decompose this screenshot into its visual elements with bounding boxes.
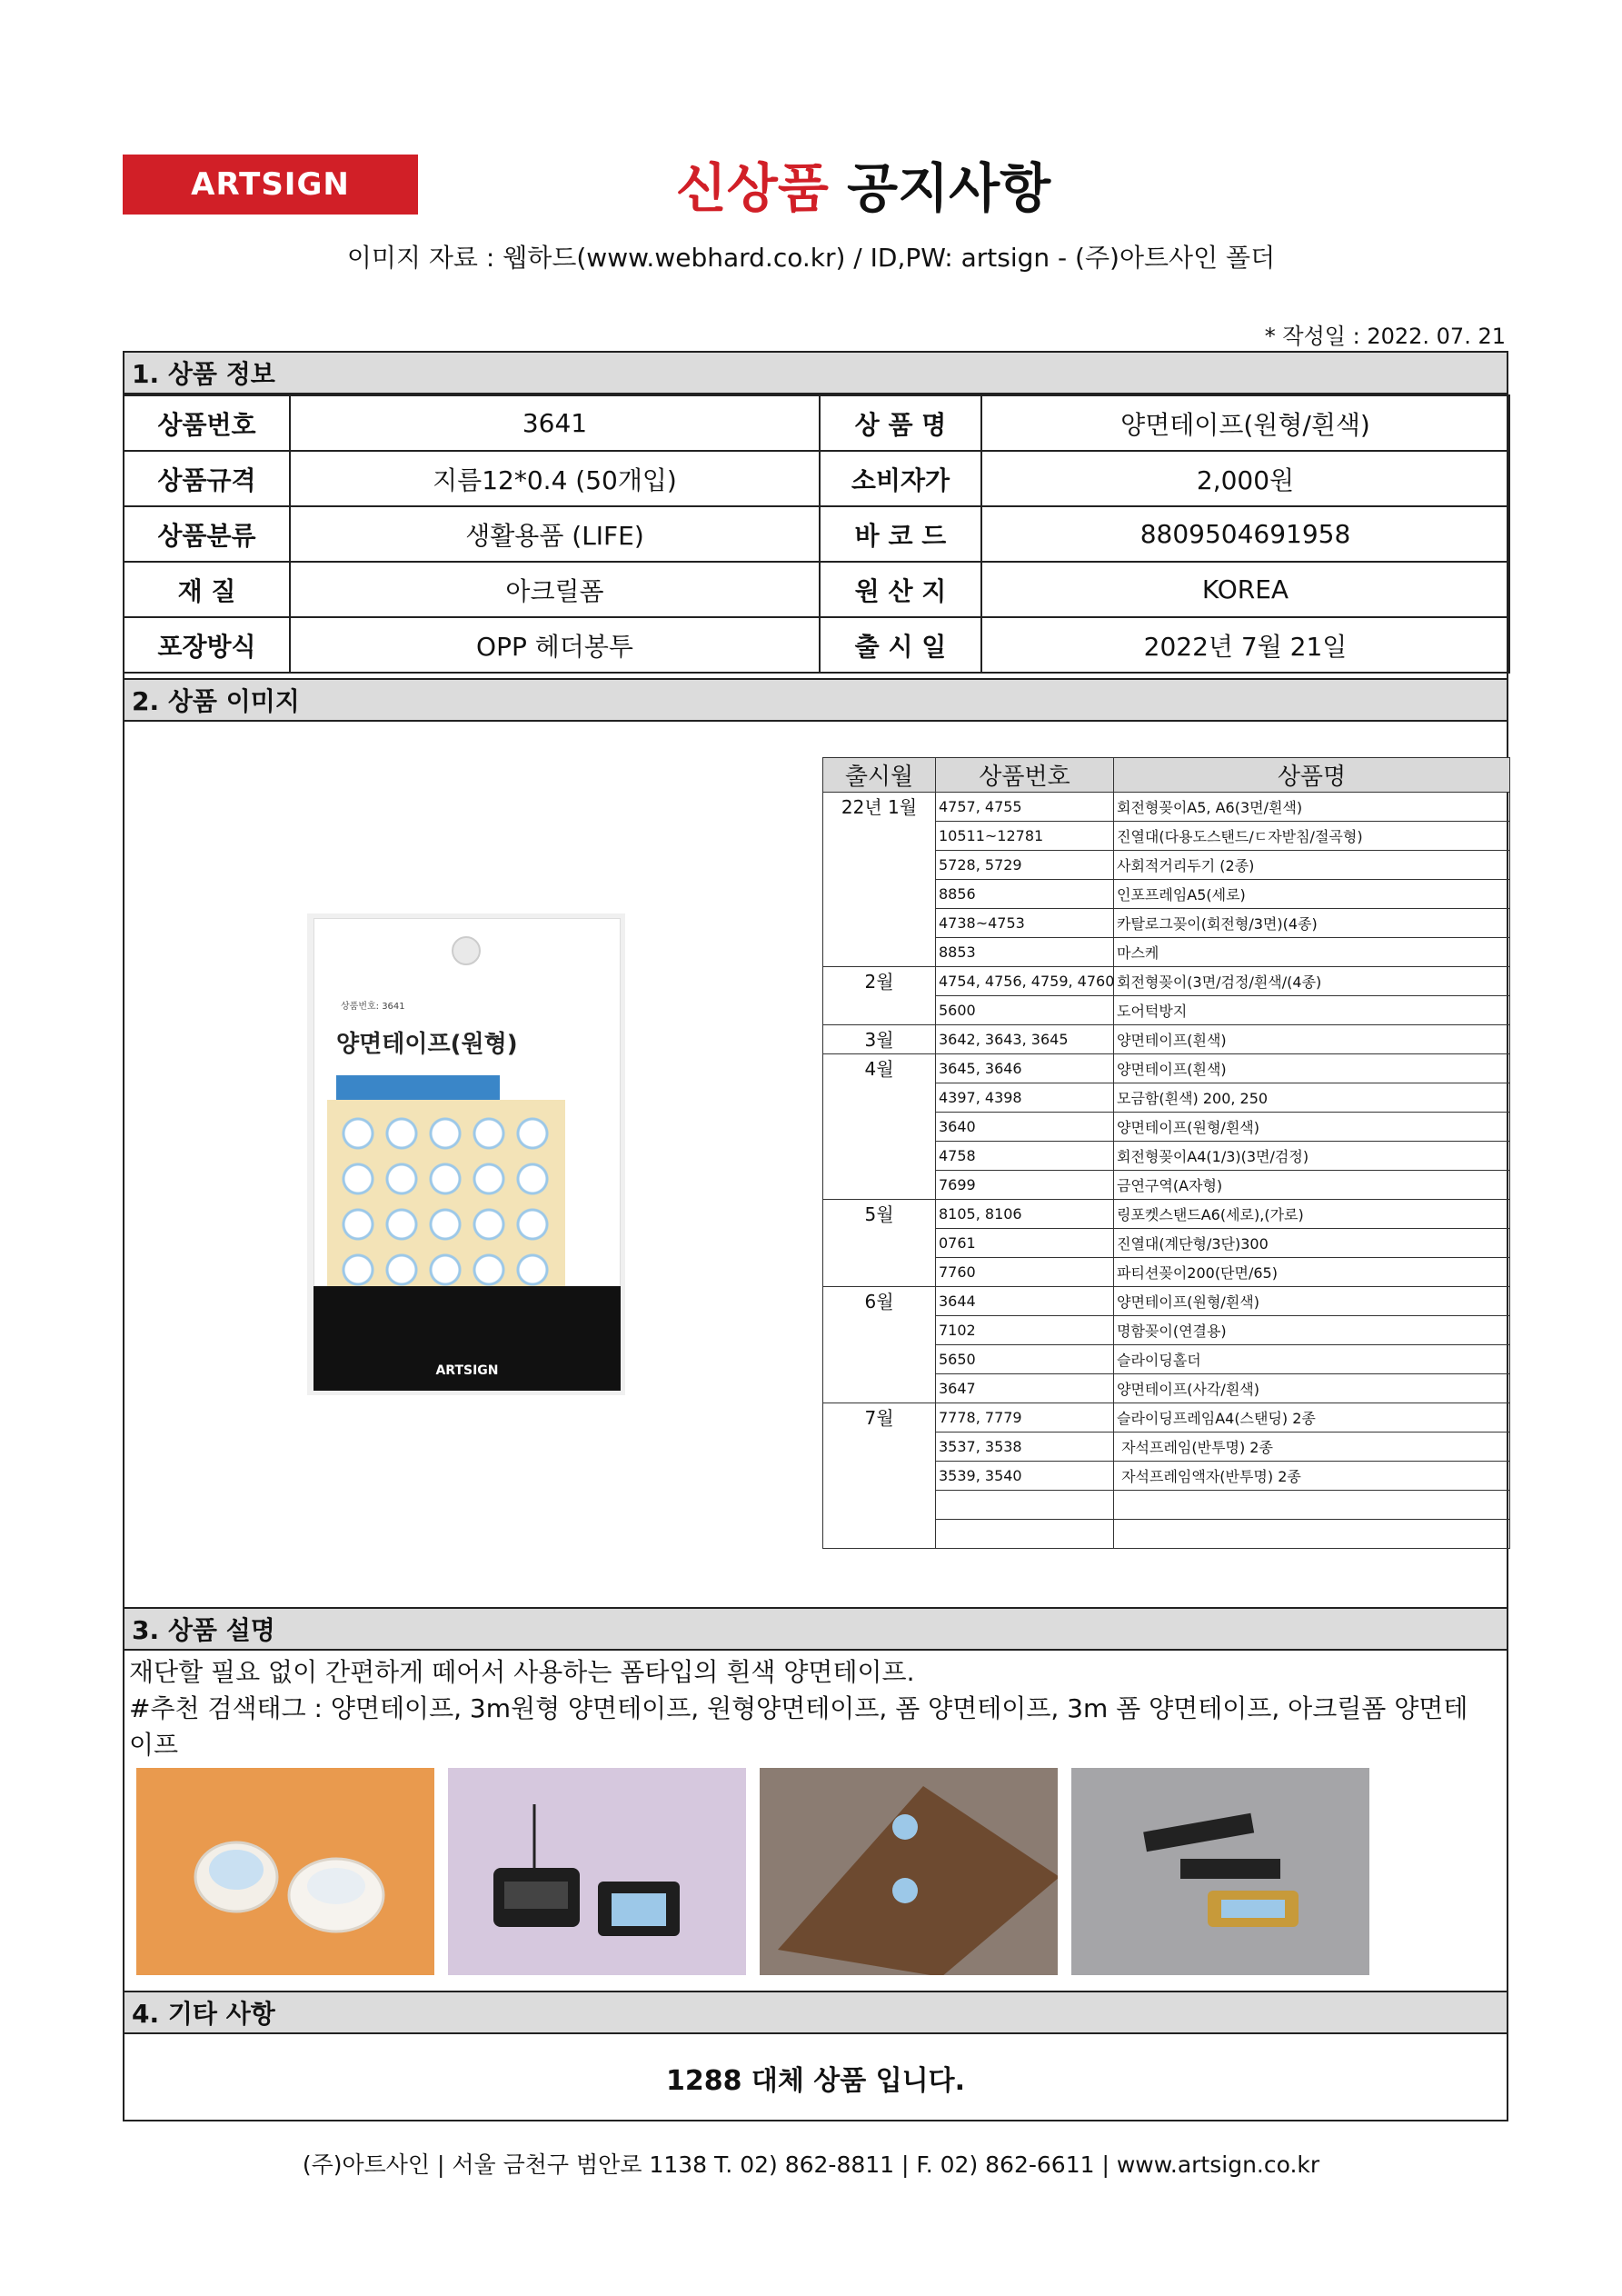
history-row (823, 880, 1510, 909)
history-row (823, 1113, 1510, 1142)
history-code (936, 1491, 1114, 1520)
info-label: 출 시 일 (820, 617, 981, 673)
history-row (823, 1200, 1510, 1229)
history-code: 5728, 5729 (936, 851, 1114, 880)
history-row (823, 1462, 1510, 1491)
history-row (823, 1433, 1510, 1462)
product-description (129, 1654, 1492, 1763)
package-code-label: 상품번호: 3641 (341, 1002, 405, 1012)
history-name: 회전형꽂이(3면/검정/흰색/(4종) (1114, 967, 1510, 996)
package-brand: ARTSIGN (435, 1363, 499, 1378)
history-month (823, 1374, 936, 1403)
history-code: 3642, 3643, 3645 (936, 1025, 1114, 1054)
history-code: 8105, 8106 (936, 1200, 1114, 1229)
photo-tape-rolls (136, 1768, 434, 1975)
history-row (823, 851, 1510, 880)
photo-memo-holders (448, 1768, 746, 1975)
info-row (124, 562, 1509, 617)
history-name: 양면테이프(원형/흰색) (1114, 1287, 1510, 1316)
history-month (823, 909, 936, 938)
history-code: 7778, 7779 (936, 1403, 1114, 1433)
info-row (124, 395, 1509, 451)
artsign-logo: ARTSIGN (123, 155, 418, 215)
history-row (823, 1374, 1510, 1403)
history-month (823, 1345, 936, 1374)
history-name: 회전형꽂이A4(1/3)(3면/검정) (1114, 1142, 1510, 1171)
history-code: 3640 (936, 1113, 1114, 1142)
info-value: OPP 헤더봉투 (290, 617, 820, 673)
company-footer: (주)아트사인 | 서울 금천구 범안로 1138 T. 02) 862-8811 | F. 02) 862-6611 | www.artsign.co.kr (302, 2151, 1320, 2178)
history-row (823, 822, 1510, 851)
info-value: 8809504691958 (981, 506, 1509, 562)
info-label: 상품분류 (124, 506, 290, 562)
history-row (823, 1142, 1510, 1171)
history-name: 진열대(다용도스탠드/ㄷ자받침/절곡형) (1114, 822, 1510, 851)
history-month: 2월 (823, 967, 936, 996)
history-code: 0761 (936, 1229, 1114, 1258)
history-name: 마스케 (1114, 938, 1510, 967)
history-row (823, 1491, 1510, 1520)
history-row (823, 1229, 1510, 1258)
history-month: 7월 (823, 1403, 936, 1433)
history-month (823, 938, 936, 967)
history-name: 도어턱방지 (1114, 996, 1510, 1025)
history-code: 4757, 4755 (936, 793, 1114, 822)
history-month (823, 1433, 936, 1462)
info-label: 상 품 명 (820, 395, 981, 451)
history-row (823, 1083, 1510, 1113)
history-month (823, 1142, 936, 1171)
info-value: 지름12*0.4 (50개입) (290, 451, 820, 506)
history-month (823, 1083, 936, 1113)
info-value: 생활용품 (LIFE) (290, 506, 820, 562)
history-row (823, 1316, 1510, 1345)
history-name: 자석프레임액자(반투명) 2종 (1114, 1462, 1510, 1491)
info-label: 포장방식 (124, 617, 290, 673)
history-month (823, 851, 936, 880)
package-badge (336, 1075, 500, 1101)
history-month (823, 996, 936, 1025)
info-value: 2,000원 (981, 451, 1509, 506)
title-main: 공지사항 (847, 157, 1051, 219)
history-row (823, 967, 1510, 996)
info-value: 양면테이프(원형/흰색) (981, 395, 1509, 451)
history-name (1114, 1520, 1510, 1549)
history-code: 10511~12781 (936, 822, 1114, 851)
history-name: 금연구역(A자형) (1114, 1171, 1510, 1200)
history-code: 3644 (936, 1287, 1114, 1316)
description-line: 재단할 필요 없이 간편하게 떼어서 사용하는 폼타입의 흰색 양면테이프. (129, 1657, 915, 1687)
history-name: 양면테이프(사각/흰색) (1114, 1374, 1510, 1403)
history-month: 5월 (823, 1200, 936, 1229)
history-name: 모금함(흰색) 200, 250 (1114, 1083, 1510, 1113)
history-name: 양면테이프(흰색) (1114, 1054, 1510, 1083)
history-name: 자석프레임(반투명) 2종 (1114, 1433, 1510, 1462)
photo-wood-board (760, 1768, 1058, 1975)
history-code: 8853 (936, 938, 1114, 967)
history-name: 슬라이딩홀더 (1114, 1345, 1510, 1374)
image-source-note: 이미지 자료 : 웹하드(www.webhard.co.kr) / ID,PW: artsign - (주)아트사인 폴더 (346, 243, 1276, 273)
section-header-info: 1. 상품 정보 (123, 351, 1508, 394)
info-row (124, 617, 1509, 673)
history-row (823, 793, 1510, 822)
history-row (823, 1171, 1510, 1200)
history-month (823, 1113, 936, 1142)
history-row (823, 1345, 1510, 1374)
info-row (124, 506, 1509, 562)
history-row (823, 909, 1510, 938)
info-label: 상품규격 (124, 451, 290, 506)
section-header-description: 3. 상품 설명 (123, 1607, 1508, 1651)
history-name: 카탈로그꽂이(회전형/3면)(4종) (1114, 909, 1510, 938)
history-code: 3645, 3646 (936, 1054, 1114, 1083)
section-header-image: 2. 상품 이미지 (123, 678, 1508, 722)
history-row (823, 1258, 1510, 1287)
history-code: 3647 (936, 1374, 1114, 1403)
history-month (823, 822, 936, 851)
other-note: 1288 대체 상품 입니다. (665, 2065, 966, 2097)
history-month: 3월 (823, 1025, 936, 1054)
history-name: 사회적거리두기 (2종) (1114, 851, 1510, 880)
history-code: 7699 (936, 1171, 1114, 1200)
history-name: 슬라이딩프레임A4(스탠딩) 2종 (1114, 1403, 1510, 1433)
history-code: 3539, 3540 (936, 1462, 1114, 1491)
history-header-code: 상품번호 (936, 758, 1114, 793)
search-tags: #추천 검색태그 : 양면테이프, 3m원형 양면테이프, 원형양면테이프, 폼 양면테이프, 3m 폼 양면테이프, 아크릴폼 양면테이프 (129, 1693, 1468, 1760)
history-code: 4754, 4756, 4759, 4760 (936, 967, 1114, 996)
history-code: 4758 (936, 1142, 1114, 1171)
history-month: 6월 (823, 1287, 936, 1316)
info-row (124, 451, 1509, 506)
history-row (823, 1403, 1510, 1433)
hanger-hole (452, 936, 481, 965)
history-month (823, 1316, 936, 1345)
history-name: 양면테이프(흰색) (1114, 1025, 1510, 1054)
section-header-other: 4. 기타 사항 (123, 1991, 1508, 2034)
history-name: 인포프레임A5(세로) (1114, 880, 1510, 909)
info-value: 3641 (290, 395, 820, 451)
history-month (823, 1171, 936, 1200)
history-code: 8856 (936, 880, 1114, 909)
info-label: 원 산 지 (820, 562, 981, 617)
info-value: 아크릴폼 (290, 562, 820, 617)
info-label: 재 질 (124, 562, 290, 617)
photo-number-plates (1071, 1768, 1369, 1975)
history-header-month: 출시월 (823, 758, 936, 793)
history-month (823, 880, 936, 909)
history-name: 회전형꽂이A5, A6(3면/흰색) (1114, 793, 1510, 822)
history-name: 양면테이프(원형/흰색) (1114, 1113, 1510, 1142)
release-history-table (822, 757, 1510, 1549)
history-code: 4738~4753 (936, 909, 1114, 938)
history-month (823, 1491, 936, 1520)
info-value: KOREA (981, 562, 1509, 617)
info-label: 바 코 드 (820, 506, 981, 562)
history-row (823, 1054, 1510, 1083)
history-header-name: 상품명 (1114, 758, 1510, 793)
history-code (936, 1520, 1114, 1549)
info-value: 2022년 7월 21일 (981, 617, 1509, 673)
history-month (823, 1462, 936, 1491)
package-product-name: 양면테이프(원형) (336, 1031, 518, 1058)
info-label: 상품번호 (124, 395, 290, 451)
history-month (823, 1520, 936, 1549)
history-month: 22년 1월 (823, 793, 936, 822)
title-highlight: 신상품 (675, 157, 829, 219)
history-name: 링포켓스탠드A6(세로),(가로) (1114, 1200, 1510, 1229)
history-name: 진열대(계단형/3단)300 (1114, 1229, 1510, 1258)
info-label: 소비자가 (820, 451, 981, 506)
history-code: 5650 (936, 1345, 1114, 1374)
history-month (823, 1258, 936, 1287)
history-row (823, 1025, 1510, 1054)
product-info-table (123, 394, 1510, 674)
history-month (823, 1229, 936, 1258)
history-code: 7102 (936, 1316, 1114, 1345)
history-name (1114, 1491, 1510, 1520)
history-code: 4397, 4398 (936, 1083, 1114, 1113)
history-row (823, 996, 1510, 1025)
history-name: 파티션꽂이200(단면/65) (1114, 1258, 1510, 1287)
history-name: 명함꽂이(연결용) (1114, 1316, 1510, 1345)
history-code: 5600 (936, 996, 1114, 1025)
history-month: 4월 (823, 1054, 936, 1083)
history-row (823, 1520, 1510, 1549)
history-row (823, 1287, 1510, 1316)
page-title (545, 145, 1181, 227)
history-code: 3537, 3538 (936, 1433, 1114, 1462)
history-code: 7760 (936, 1258, 1114, 1287)
history-row (823, 938, 1510, 967)
written-date: * 작성일 : 2022. 07. 21 (1264, 324, 1506, 349)
